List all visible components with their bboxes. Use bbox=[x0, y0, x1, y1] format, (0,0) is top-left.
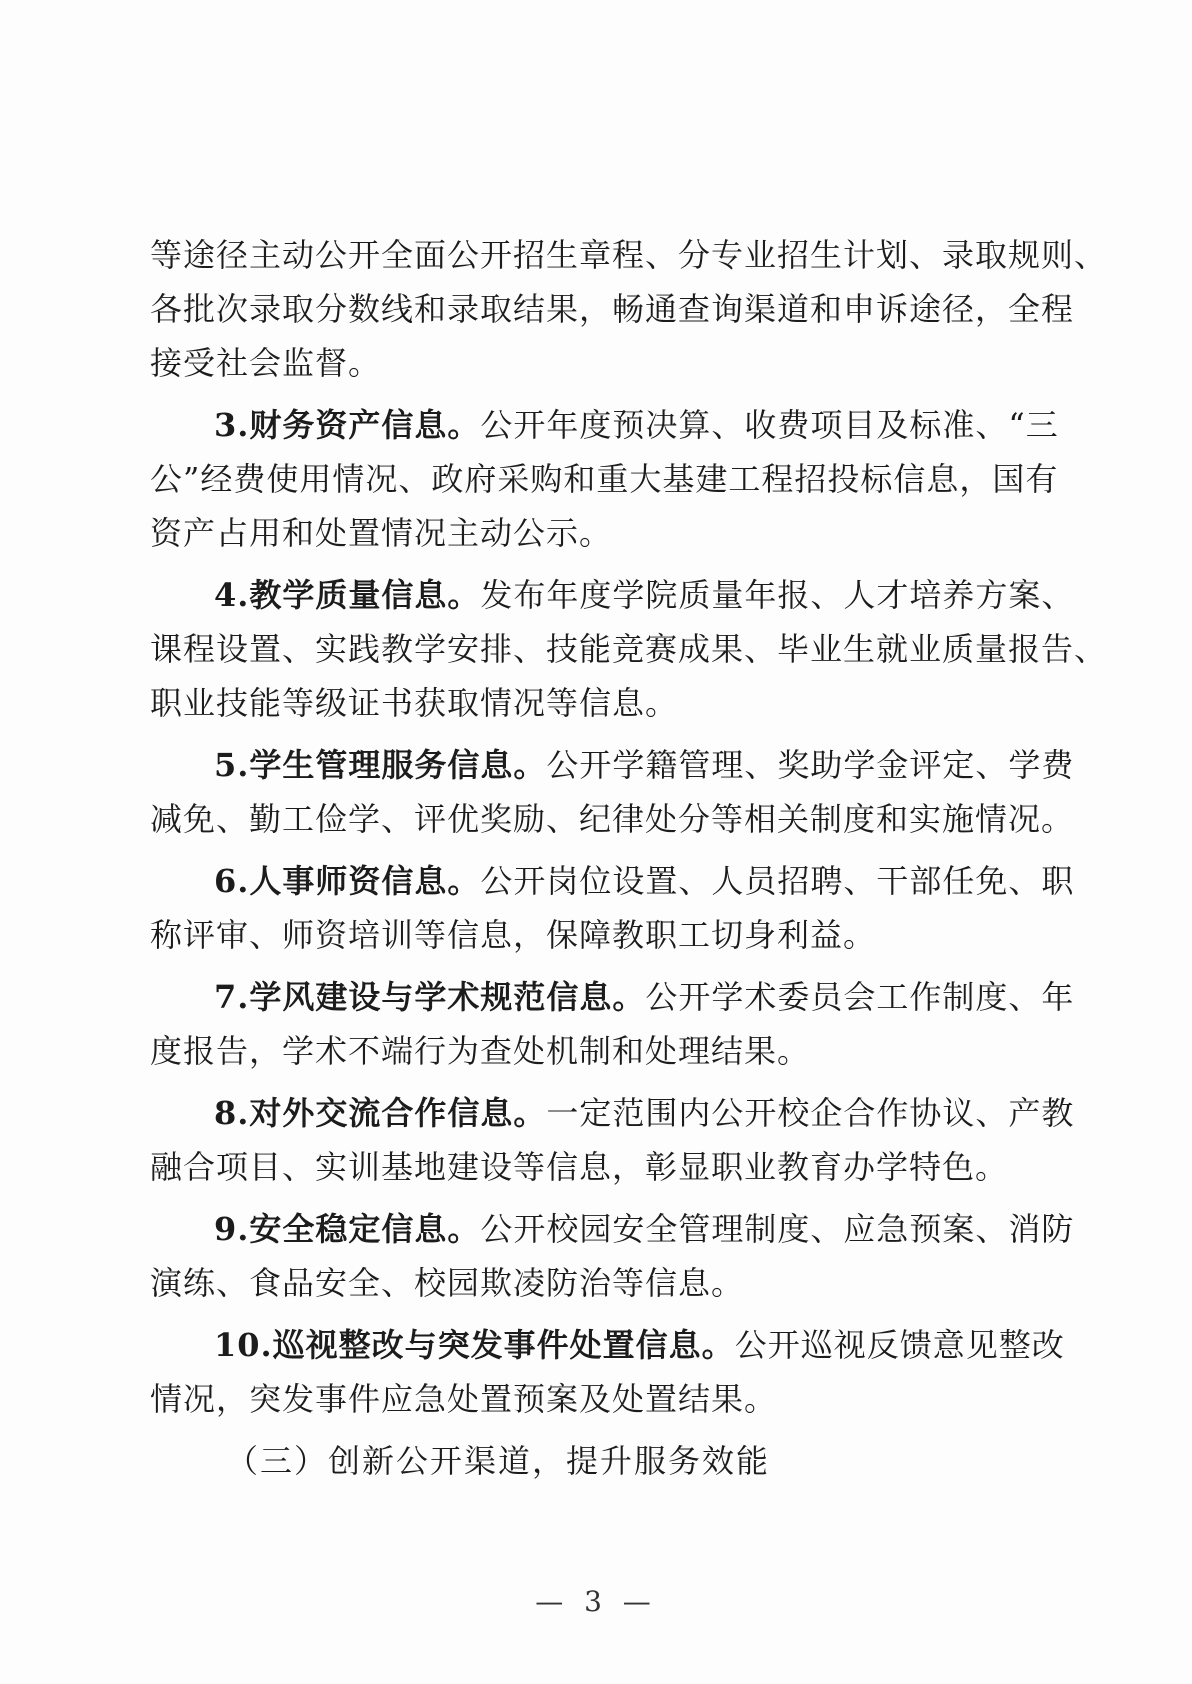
text-line: 资产占用和处置情况主动公示。 bbox=[150, 514, 613, 552]
body-text bbox=[150, 228, 1108, 1488]
item-lead: 4.教学质量信息。 bbox=[214, 576, 481, 614]
item-text: 公开校园安全管理制度、应急预案、消防 bbox=[480, 1210, 1075, 1248]
item-lead: 6.人事师资信息。 bbox=[214, 862, 481, 900]
item-lead: 10.巡视整改与突发事件处置信息。 bbox=[214, 1326, 735, 1364]
item-lead: 7.学风建设与学术规范信息。 bbox=[214, 978, 646, 1016]
item-lead: 3.财务资产信息。 bbox=[214, 406, 481, 444]
item-paragraph-10 bbox=[150, 1318, 1065, 1426]
item-lead: 9.安全稳定信息。 bbox=[214, 1210, 481, 1248]
text-line: 融合项目、实训基地建设等信息，彰显职业教育办学特色。 bbox=[150, 1148, 1009, 1186]
item-paragraph-3 bbox=[150, 398, 1059, 560]
item-paragraph-8 bbox=[150, 1086, 1075, 1194]
item-text: 公开学籍管理、奖助学金评定、学费 bbox=[546, 746, 1075, 784]
text-line: 等途径主动公开全面公开招生章程、分专业招生计划、录取规则、 bbox=[150, 236, 1108, 274]
item-lead: 8.对外交流合作信息。 bbox=[214, 1094, 547, 1132]
item-text: 公开年度预决算、收费项目及标准、“三 bbox=[480, 406, 1059, 444]
section-heading: （三）创新公开渠道，提升服务效能 bbox=[226, 1442, 771, 1480]
text-line: 演练、食品安全、校园欺凌防治等信息。 bbox=[150, 1264, 745, 1302]
item-paragraph-7 bbox=[150, 970, 1075, 1078]
item-text: 公开岗位设置、人员招聘、干部任免、职 bbox=[480, 862, 1075, 900]
text-line: 情况，突发事件应急处置预案及处置结果。 bbox=[150, 1380, 778, 1418]
item-paragraph-4 bbox=[150, 568, 1108, 730]
text-line: 接受社会监督。 bbox=[150, 344, 382, 382]
item-text: 公开巡视反馈意见整改 bbox=[734, 1326, 1065, 1364]
text-line: 课程设置、实践教学安排、技能竞赛成果、毕业生就业质量报告、 bbox=[150, 630, 1108, 668]
text-line: 各批次录取分数线和录取结果，畅通查询渠道和申诉途径，全程 bbox=[150, 290, 1075, 328]
text-line: 减免、勤工俭学、评优奖励、纪律处分等相关制度和实施情况。 bbox=[150, 800, 1075, 838]
text-line: 度报告，学术不端行为查处机制和处理结果。 bbox=[150, 1032, 811, 1070]
intro-paragraph bbox=[150, 228, 1108, 390]
item-paragraph-6 bbox=[150, 854, 1075, 962]
text-line: 职业技能等级证书获取情况等信息。 bbox=[150, 684, 679, 722]
item-text: 公开学术委员会工作制度、年 bbox=[645, 978, 1075, 1016]
page-number: — 3 — bbox=[535, 1585, 657, 1618]
item-lead: 5.学生管理服务信息。 bbox=[214, 746, 547, 784]
item-paragraph-5 bbox=[150, 738, 1075, 846]
item-text: 一定范围内公开校企合作协议、产教 bbox=[546, 1094, 1075, 1132]
item-paragraph-9 bbox=[150, 1202, 1075, 1310]
text-line: 公”经费使用情况、政府采购和重大基建工程招投标信息，国有 bbox=[150, 460, 1059, 498]
item-text: 发布年度学院质量年报、人才培养方案、 bbox=[480, 576, 1075, 614]
text-line: 称评审、师资培训等信息，保障教职工切身利益。 bbox=[150, 916, 877, 954]
